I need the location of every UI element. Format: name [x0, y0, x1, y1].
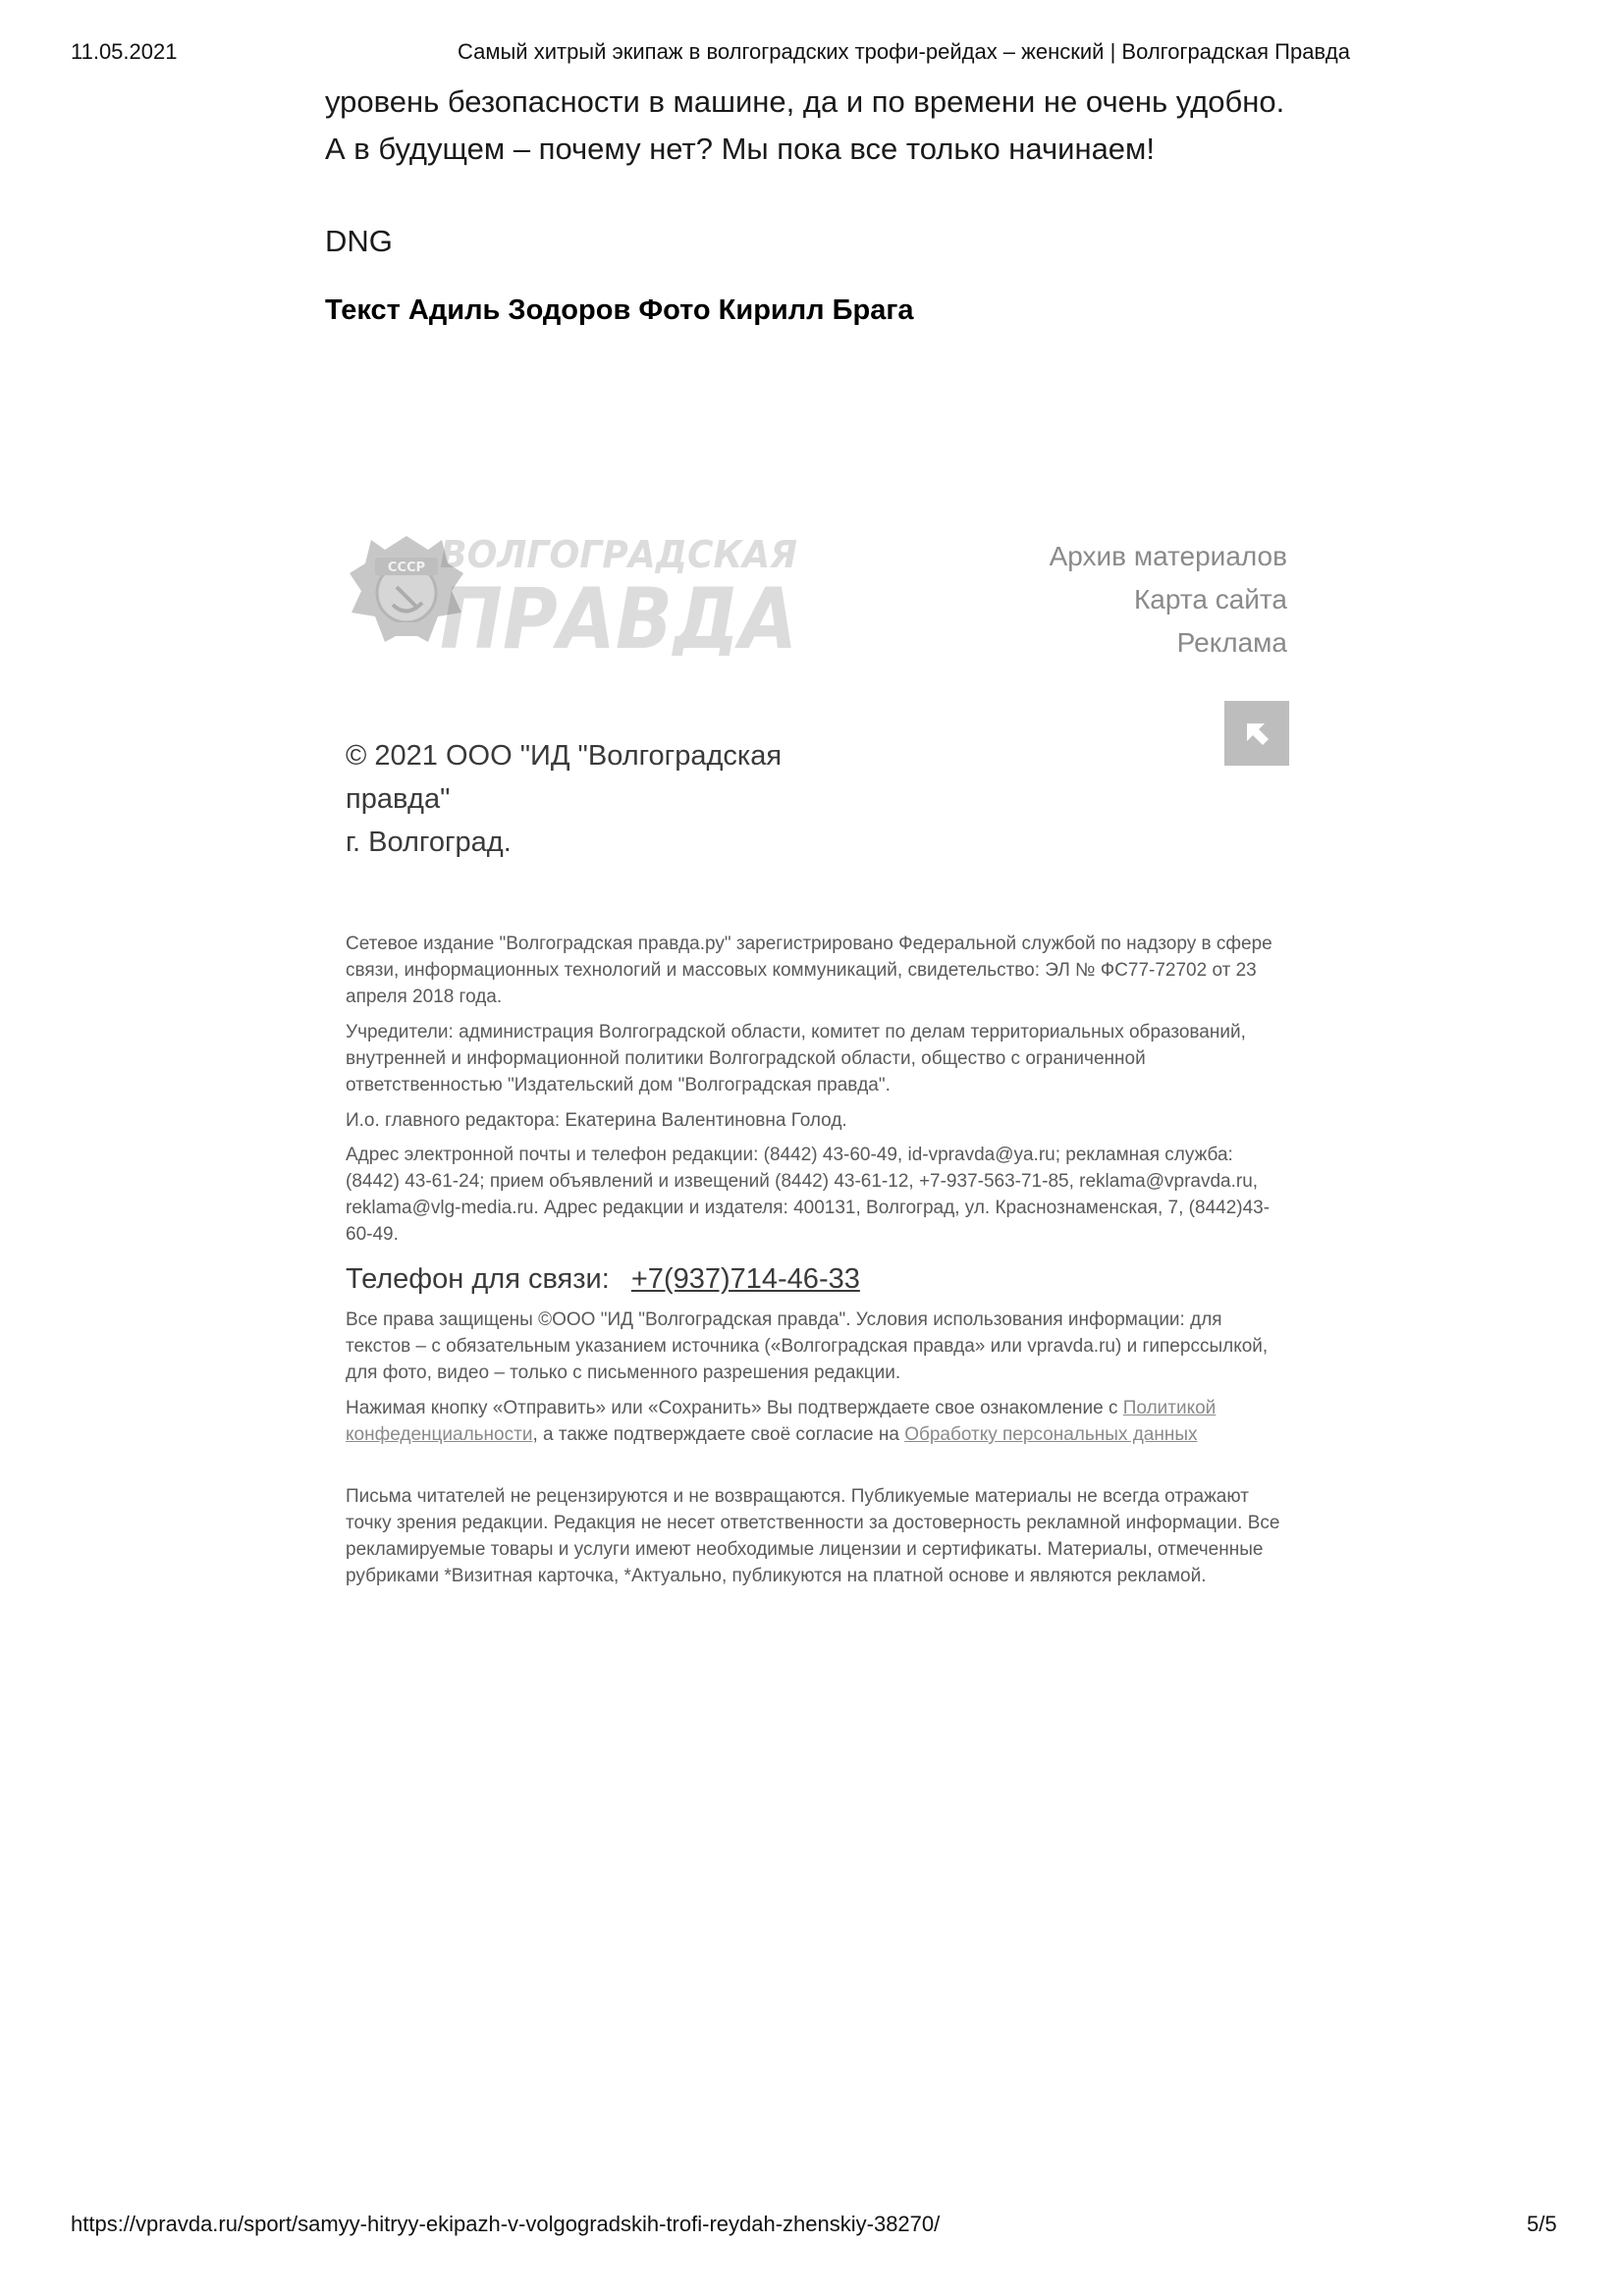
footer-link-advertising[interactable]: Реклама	[1176, 627, 1287, 658]
phone-link[interactable]: +7(937)714-46-33	[630, 1263, 860, 1295]
founders-info: Учредители: администрация Волгоградской области, комитет по делам территориальных образований, внутренней и информационной политики Волгоградской области, общество с ограниченной ответственностью "Издательский дом "Волгоградская правда".	[346, 1022, 1246, 1095]
logo-text-top: ВОЛГОГРАДСКАЯ	[440, 533, 797, 576]
print-page-title: Самый хитрый экипаж в волгоградских трофи-рейдах – женский | Волгоградская Правда	[458, 39, 1350, 64]
personal-data-link[interactable]: Обработку персональных данных	[904, 1424, 1198, 1445]
editor-info: И.о. главного редактора: Екатерина Валентиновна Голод.	[346, 1110, 847, 1131]
copyright-text: © 2021 ООО "ИД "Волгоградская правда"	[346, 740, 783, 815]
print-page-number: 5/5	[1527, 2212, 1557, 2236]
article-text-line: А в будущем – почему нет? Мы пока все только начинаем!	[325, 132, 1155, 166]
logo-text-bottom: ПРАВДА	[440, 570, 797, 656]
disclaimer-info: Письма читателей не рецензируются и не возвращаются. Публикуемые материалы не всегда отражают точку зрения редакции. Редакция не несет ответственности за достоверность рекламной информации. Все рекламируемые товары и услуги имеют необходимые лицензии и сертификаты. Материалы, отмеченные рубриками *Визитная карточка, *Актуально, публикуются на платной основе и являются рекламой.	[346, 1486, 1280, 1586]
print-url: https://vpravda.ru/sport/samyy-hitryy-ekipazh-v-volgogradskih-trofi-reydah-zhenskiy-38270/	[71, 2212, 941, 2236]
rights-info: Все права защищены ©ООО "ИД "Волгоградская правда". Условия использования информации: для текстов – с обязательным указанием источника («Волгоградская правда» или vpravda.ru) и гиперссылкой, для фото, видео – только с письменного разрешения редакции.	[346, 1309, 1269, 1383]
article-credits: Текст Адиль Зодоров Фото Кирилл Брага	[325, 294, 914, 326]
footer-link-sitemap[interactable]: Карта сайта	[1134, 584, 1287, 614]
footer-link-archive[interactable]: Архив материалов	[1049, 541, 1287, 571]
phone-label: Телефон для связи:	[346, 1263, 610, 1295]
consent-middle: , а также подтверждаете своё согласие на	[532, 1424, 899, 1445]
print-date: 11.05.2021	[71, 39, 178, 64]
article-signature: DNG	[325, 224, 393, 258]
registration-info: Сетевое издание "Волгоградская правда.ру" зарегистрировано Федеральной службой по надзору в сфере связи, информационных технологий и массовых коммуникаций, свидетельство: ЭЛ № ФС77-72702 от 23 апреля 2018 года.	[346, 934, 1272, 1007]
soviet-order-badge-icon	[346, 528, 807, 656]
site-logo[interactable]	[346, 528, 807, 656]
consent-info	[346, 1395, 1288, 1448]
copyright-city: г. Волгоград.	[346, 827, 512, 858]
article-text-line: уровень безопасности в машине, да и по времени не очень удобно.	[325, 84, 1285, 119]
privacy-policy-link[interactable]: Политикой конфеденциальности	[346, 1398, 1217, 1445]
consent-prefix: Нажимая кнопку «Отправить» или «Сохранить» Вы подтверждаете свое ознакомление с	[346, 1398, 1118, 1418]
scroll-to-top-button[interactable]	[1224, 701, 1289, 766]
arrow-up-left-icon	[1237, 714, 1276, 753]
contact-phone-row	[346, 1263, 860, 1296]
footer-nav	[1050, 535, 1287, 665]
footer-copyright	[346, 734, 856, 864]
contacts-info: Адрес электронной почты и телефон редакции: (8442) 43-60-49, id-vpravda@ya.ru; рекламная служба: (8442) 43-61-24; прием объявлений и извещений (8442) 43-61-12, +7-937-563-71-85, reklama@vpravda.ru, reklama@vlg-media.ru. Адрес редакции и издателя: 400131, Волгоград, ул. Краснознаменская, 7, (8442)43-60-49.	[346, 1145, 1271, 1245]
badge-label: СССР	[387, 561, 426, 575]
